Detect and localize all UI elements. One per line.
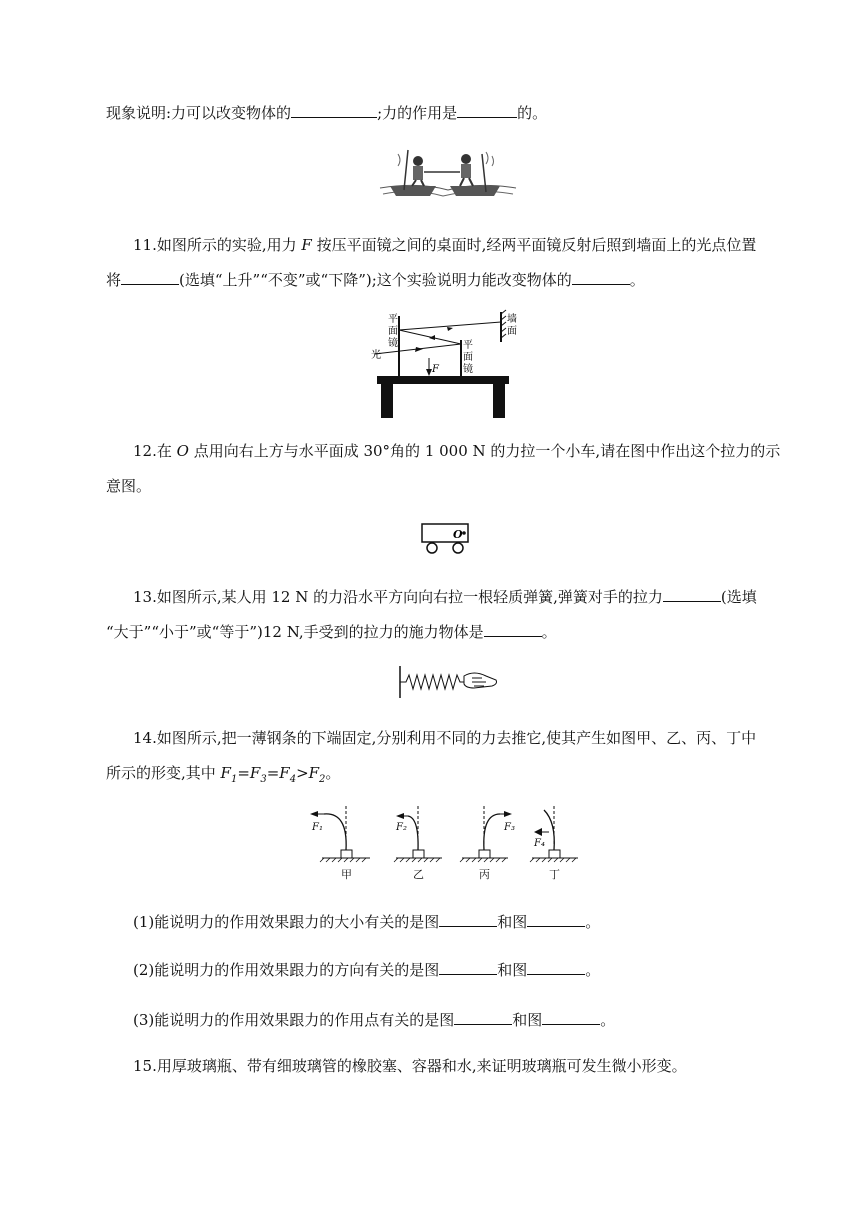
mirror2-label-2: 面 bbox=[463, 352, 473, 363]
spring-figure bbox=[396, 664, 500, 700]
q13-line2 bbox=[106, 622, 557, 642]
answer-blank[interactable] bbox=[439, 912, 497, 927]
steel-strips-figure bbox=[300, 804, 580, 882]
q14-sub-text: (1)能说明力的作用效果跟力的大小有关的是图 bbox=[133, 913, 440, 931]
q14-sub-text: 和图 bbox=[497, 961, 528, 979]
force-label-f4: F₄ bbox=[534, 838, 545, 849]
q14-text: 所示的形变,其中 bbox=[106, 764, 221, 782]
q11-line1 bbox=[133, 235, 756, 255]
q12-text: 意图。 bbox=[106, 477, 152, 495]
q14-sub-text: 。 bbox=[585, 913, 601, 931]
force-label-f3: F₃ bbox=[504, 822, 515, 833]
q12-line1 bbox=[133, 441, 780, 461]
answer-blank[interactable] bbox=[542, 1010, 600, 1025]
q14-sub2 bbox=[133, 960, 600, 980]
answer-blank[interactable] bbox=[663, 587, 721, 602]
q12-line2 bbox=[106, 476, 151, 496]
intro-text-c: 的。 bbox=[517, 104, 548, 122]
q13-text: (选填 bbox=[720, 588, 757, 606]
q12-var-O: O bbox=[176, 442, 189, 460]
mirror2-label-3: 镜 bbox=[463, 364, 473, 375]
q13-text: 。 bbox=[541, 623, 557, 641]
q11-text: (选填“上升”“不变”或“下降”);这个实验说明力能改变物体的 bbox=[179, 271, 572, 289]
q14-sub-text: 。 bbox=[585, 961, 601, 979]
answer-blank[interactable] bbox=[527, 912, 585, 927]
mirror1-label-1: 平 bbox=[388, 314, 398, 325]
q11-line2 bbox=[106, 270, 645, 290]
label-jia: 甲 bbox=[341, 868, 352, 881]
boat-figure bbox=[378, 148, 518, 204]
label-yi: 乙 bbox=[413, 868, 424, 881]
intro-text-b: ;力的作用是 bbox=[377, 104, 458, 122]
answer-blank[interactable] bbox=[572, 270, 630, 285]
mirror1-label-2: 面 bbox=[388, 326, 398, 337]
q11-text: 11.如图所示的实验,用力 bbox=[133, 236, 302, 254]
label-ding: 丁 bbox=[549, 868, 560, 881]
answer-blank[interactable] bbox=[121, 270, 179, 285]
answer-blank[interactable] bbox=[527, 960, 585, 975]
q14-sub-text: 和图 bbox=[512, 1011, 543, 1029]
force-label: F bbox=[432, 364, 439, 375]
answer-blank[interactable] bbox=[291, 103, 377, 118]
force-label-f1: F₁ bbox=[312, 822, 323, 833]
q13-text: “大于”“小于”或“等于”)12 N,手受到的拉力的施力物体是 bbox=[106, 623, 484, 641]
label-bing: 丙 bbox=[479, 868, 490, 881]
q13-text: 13.如图所示,某人用 12 N 的力沿水平方向向右拉一根轻质弹簧,弹簧对手的拉力 bbox=[133, 588, 663, 606]
q12-text: 点用向右上方与水平面成 30°角的 1 000 N 的力拉一个小车,请在图中作出这个拉力的示 bbox=[188, 442, 781, 460]
q14-formula: $F_1=F_3=F_4>F_2$ bbox=[220, 764, 326, 785]
q11-text: 。 bbox=[629, 271, 645, 289]
force-label-f2: F₂ bbox=[396, 822, 407, 833]
mirror-experiment-figure bbox=[365, 308, 525, 420]
q11-text: 将 bbox=[106, 271, 122, 289]
q14-sub1 bbox=[133, 912, 600, 932]
wall-label-1: 墙 bbox=[507, 314, 517, 325]
q11-text: 按压平面镜之间的桌面时,经两平面镜反射后照到墙面上的光点位置 bbox=[311, 236, 757, 254]
q14-sub-text: 。 bbox=[600, 1011, 616, 1029]
q14-sub-text: (3)能说明力的作用效果跟力的作用点有关的是图 bbox=[133, 1011, 455, 1029]
q12-text: 12.在 bbox=[133, 442, 177, 460]
intro-text-a: 现象说明:力可以改变物体的 bbox=[106, 104, 292, 122]
q14-sub-text: (2)能说明力的作用效果跟力的方向有关的是图 bbox=[133, 961, 440, 979]
answer-blank[interactable] bbox=[454, 1010, 512, 1025]
q14-text: 14.如图所示,把一薄钢条的下端固定,分别利用不同的力去推它,使其产生如图甲、乙、丙、丁中 bbox=[133, 729, 757, 747]
answer-blank[interactable] bbox=[484, 622, 542, 637]
q14-line1 bbox=[133, 728, 756, 748]
answer-blank[interactable] bbox=[439, 960, 497, 975]
q14-sub-text: 和图 bbox=[497, 913, 528, 931]
q11-var-F: F bbox=[301, 236, 312, 254]
mirror2-label-1: 平 bbox=[463, 340, 473, 351]
q15-line bbox=[133, 1056, 687, 1076]
cart-figure[interactable] bbox=[420, 520, 472, 556]
light-label: 光 bbox=[371, 350, 381, 361]
mirror1-label-3: 镜 bbox=[388, 338, 398, 349]
q13-line1 bbox=[133, 587, 757, 607]
wall-label-2: 面 bbox=[507, 326, 517, 337]
q14-sub3 bbox=[133, 1010, 615, 1030]
intro-line bbox=[106, 103, 547, 123]
answer-blank[interactable] bbox=[457, 103, 517, 118]
q14-line2 bbox=[106, 763, 340, 790]
q14-text: 。 bbox=[325, 764, 341, 782]
point-o-label: O bbox=[453, 528, 463, 541]
q15-text: 15.用厚玻璃瓶、带有细玻璃管的橡胶塞、容器和水,来证明玻璃瓶可发生微小形变。 bbox=[133, 1057, 687, 1075]
